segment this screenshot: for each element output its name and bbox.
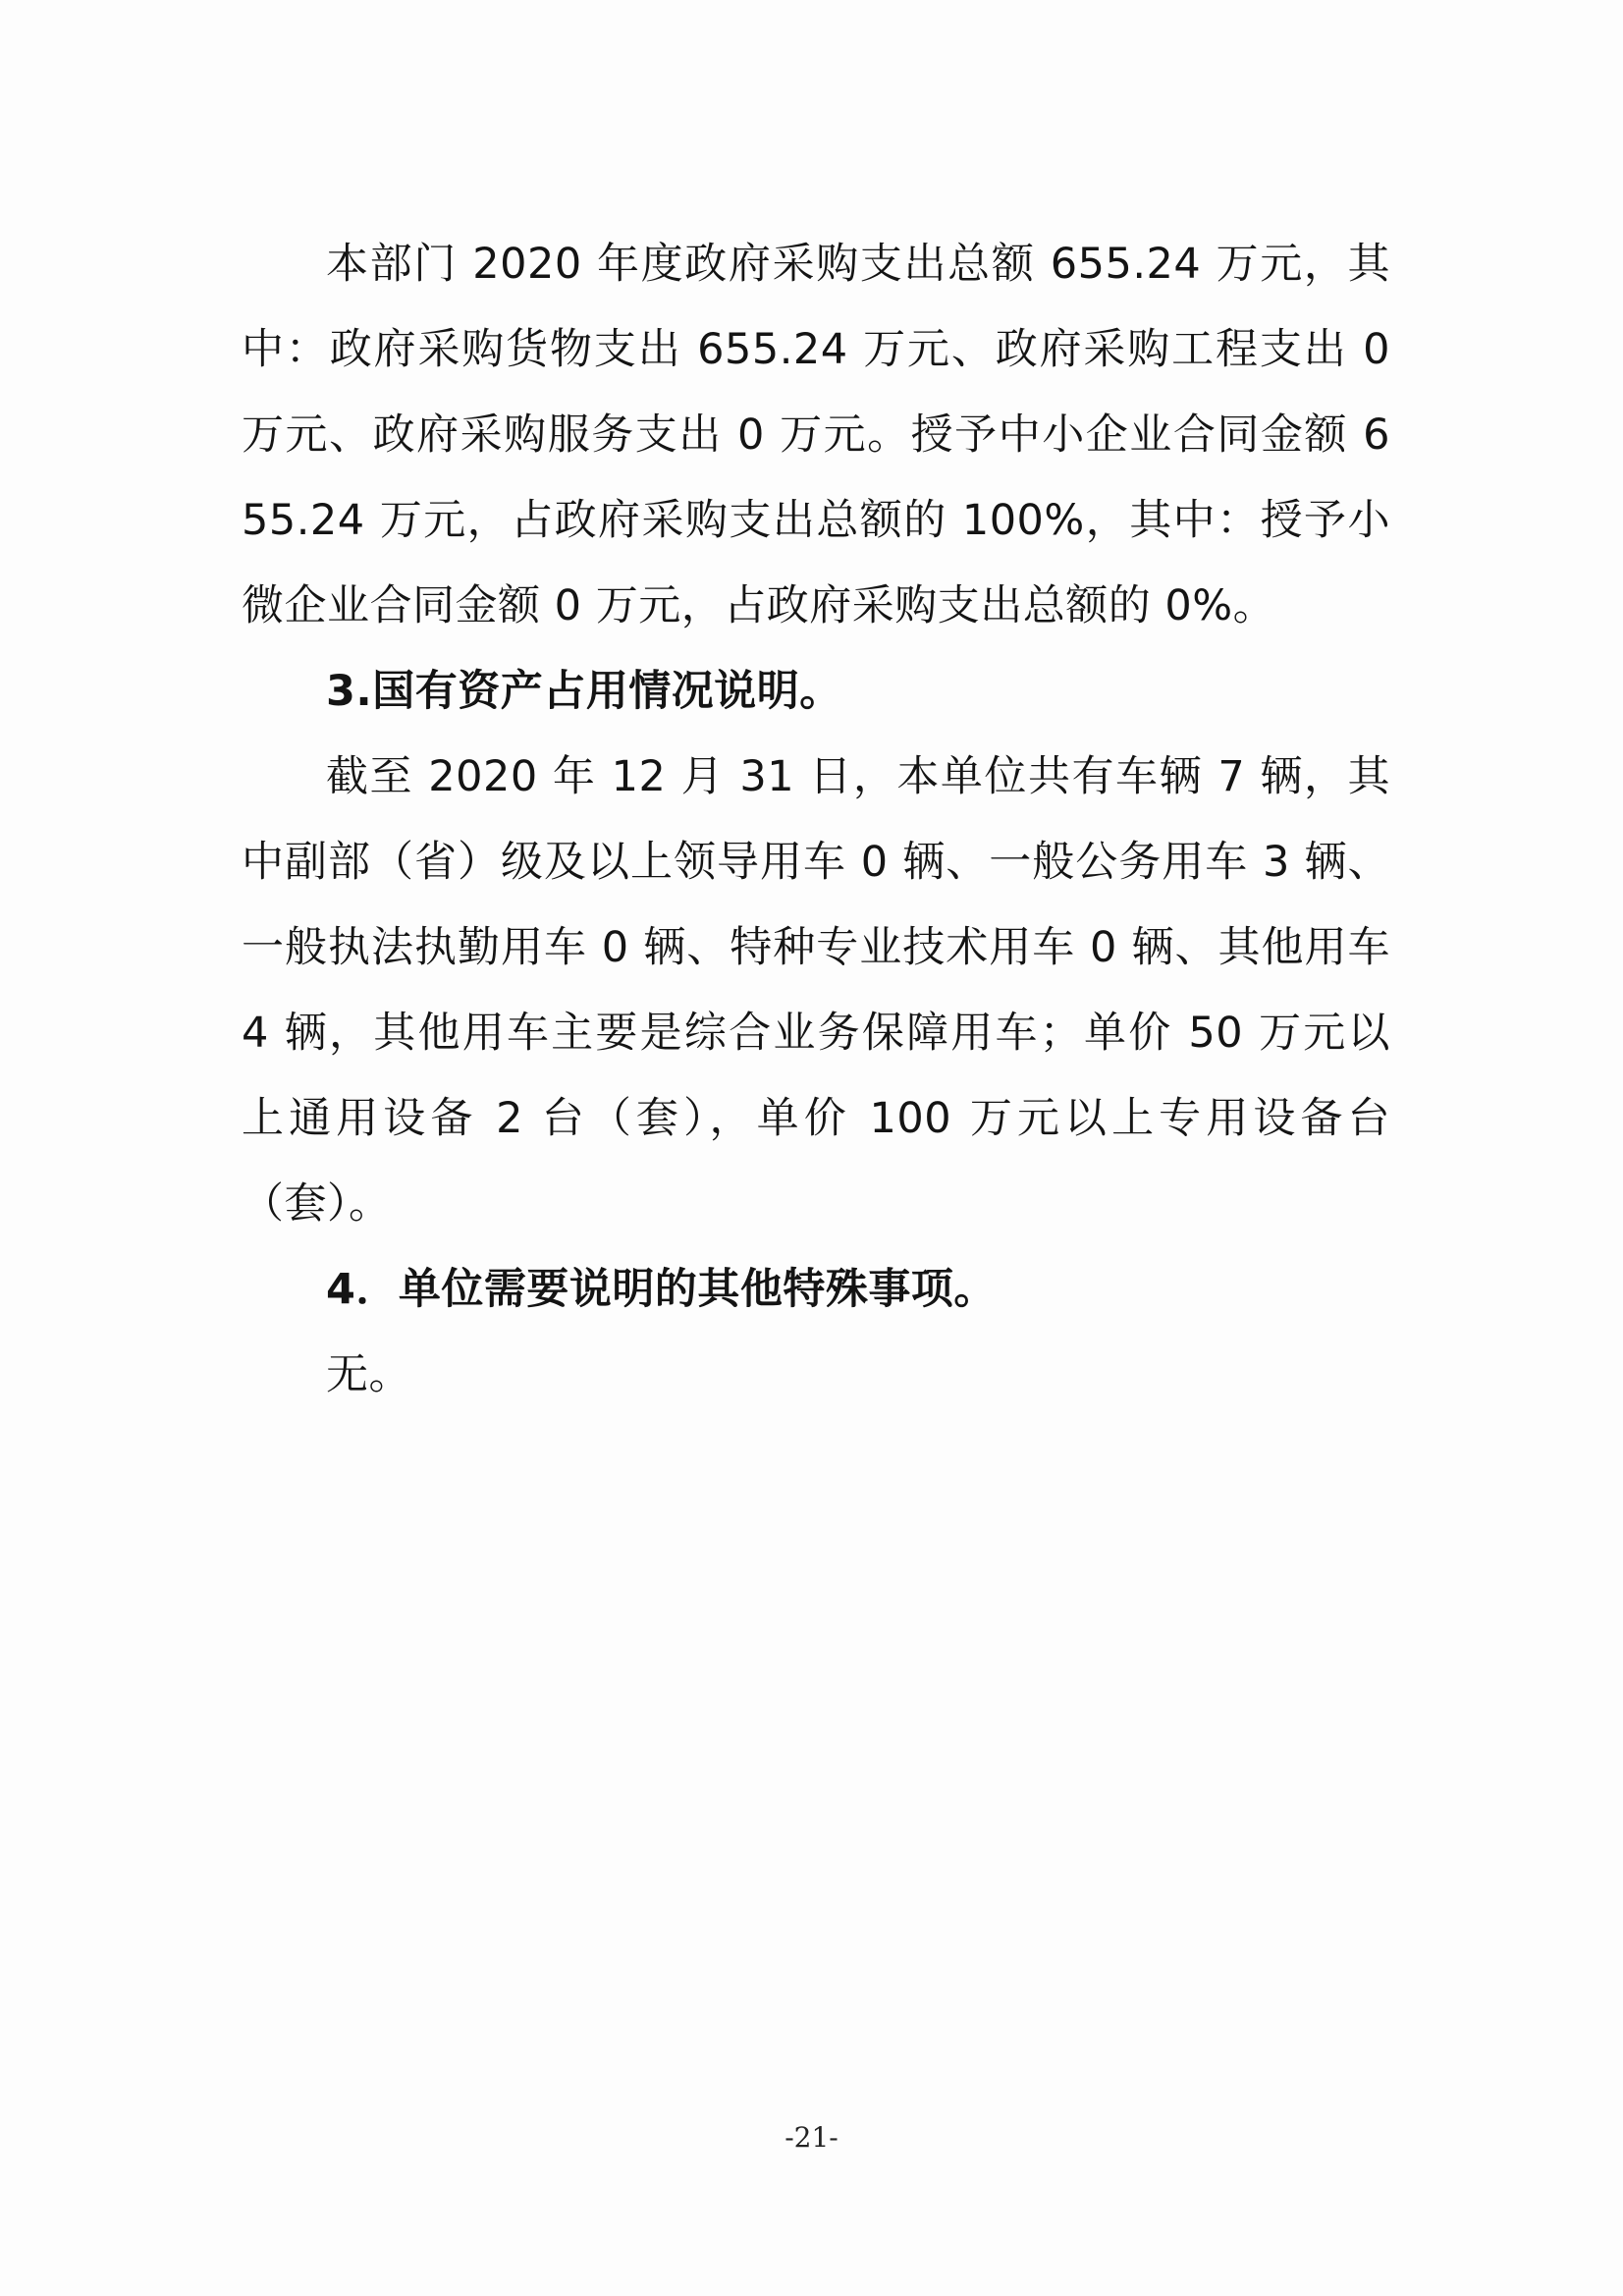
- assets-heading: 3.国有资产占用情况说明。: [326, 667, 842, 716]
- procurement-paragraph: 本部门 2020 年度政府采购支出总额 655.24 万元，其中：政府采购货物支出 655.24 万元、政府采购工程支出 0 万元、政府采购服务支出 0 万元。授予中小企业合同金额 655.24 万元，占政府采购支出总额的 100%，其中：授予小微企业合同金额 0 万元，占政府采购支出总额的 0%。: [242, 240, 1390, 630]
- other-matters-heading: 4．单位需要说明的其他特殊事项。: [326, 1265, 997, 1314]
- document-body: [242, 222, 1390, 1418]
- assets-paragraph: 截至 2020 年 12 月 31 日，本单位共有车辆 7 辆，其中副部（省）级及以上领导用车 0 辆、一般公务用车 3 辆、一般执法执勤用车 0 辆、特种专业技术用车 0 辆、其他用车 4 辆，其他用车主要是综合业务保障用车；单价 50 万元以上通用设备 2 台（套），单价 100 万元以上专用设备台（套）。: [242, 752, 1390, 1229]
- other-matters-paragraph: 无。: [326, 1350, 411, 1399]
- page-number: -21-: [784, 2121, 839, 2154]
